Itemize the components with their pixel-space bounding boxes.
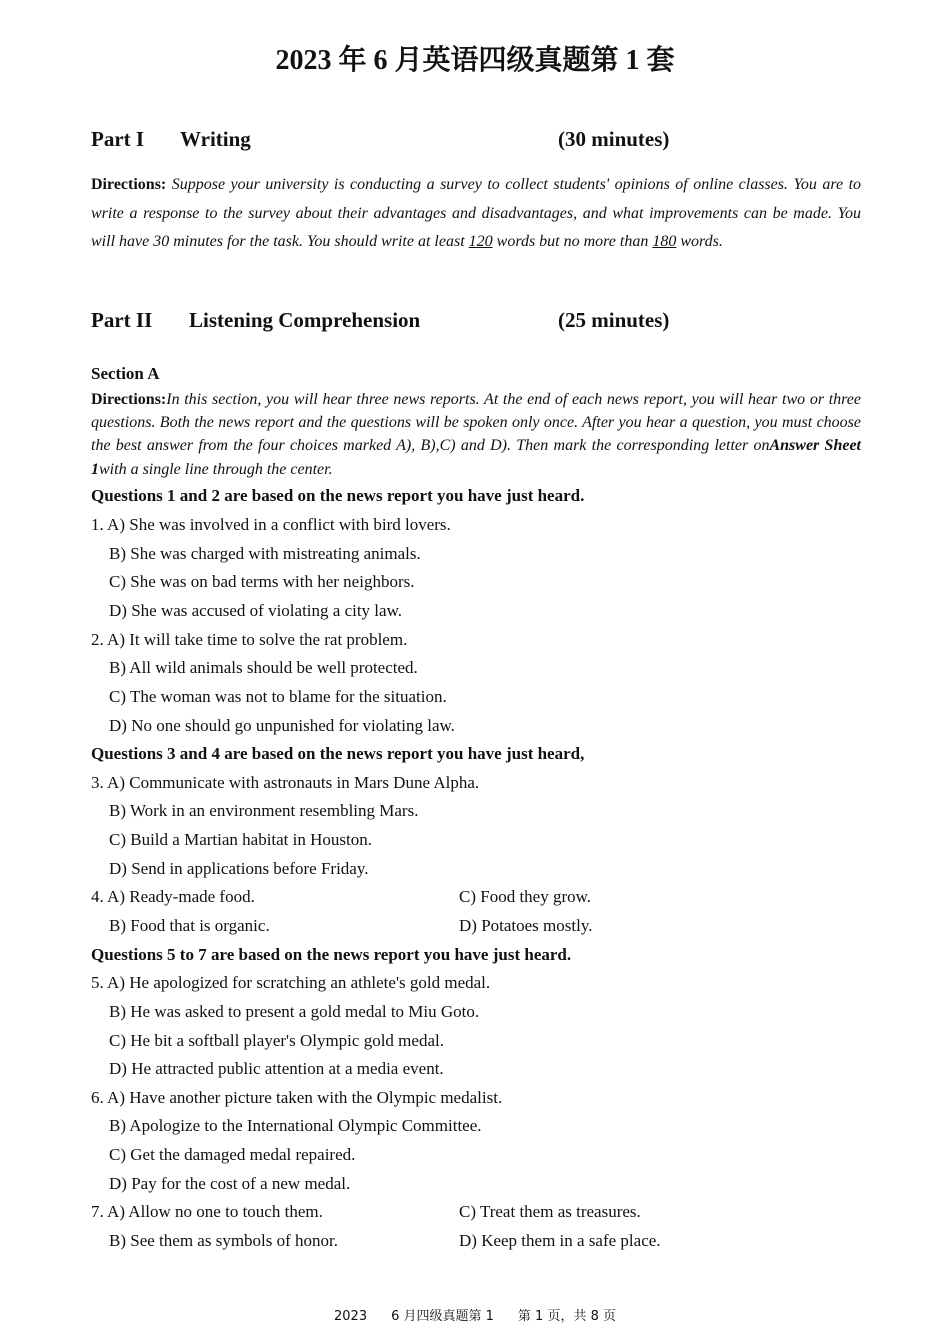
q7-option-b: B) See them as symbols of honor. <box>109 1231 339 1250</box>
q4-option-a: 4. A) Ready-made food. <box>91 887 255 906</box>
q1-option-b: B) She was charged with mistreating animals. <box>109 544 421 563</box>
q1-option-a: 1. A) She was involved in a conflict with bird lovers. <box>91 515 451 534</box>
part1-directions <box>91 171 861 257</box>
footer-doc-title: 6 月四级真题第 1 <box>391 1309 494 1324</box>
q2-option-c: C) The woman was not to blame for the situation. <box>109 687 447 706</box>
part2-time: (25 minutes) <box>558 308 670 332</box>
part2-directions-text-b: with a single line through the center. <box>99 460 333 478</box>
part1-time: (30 minutes) <box>558 127 670 151</box>
footer-page-number: 第 1 页，共 8 页 <box>517 1309 616 1324</box>
q5-option-c: C) He bit a softball player's Olympic gold medal. <box>109 1031 444 1050</box>
q4-option-d: D) Potatoes mostly. <box>459 916 593 935</box>
section-a-heading: Section A <box>91 364 160 383</box>
q6-option-c: C) Get the damaged medal repaired. <box>109 1145 356 1164</box>
q7-option-d: D) Keep them in a safe place. <box>459 1231 661 1250</box>
q1-option-d: D) She was accused of violating a city law. <box>109 601 403 620</box>
q3-option-b: B) Work in an environment resembling Mars. <box>109 801 419 820</box>
q5-option-b: B) He was asked to present a gold medal to Miu Goto. <box>109 1002 480 1021</box>
question-group-heading: Questions 3 and 4 are based on the news report you have just heard, <box>91 744 585 763</box>
part1-label: Part I <box>91 127 145 151</box>
q5-option-a: 5. A) He apologized for scratching an athlete's gold medal. <box>91 973 491 992</box>
q4-option-b: B) Food that is organic. <box>109 916 270 935</box>
part1-directions-text-a: Suppose your university is conducting a survey to collect students' opinions of online classes. You are to write a response to the survey about their advantages and disadvantages, and what improvements can be made. You will have 30 minutes for the task. You should write at least <box>91 176 862 251</box>
question-group-heading: Questions 1 and 2 are based on the news report you have just heard. <box>91 486 585 505</box>
part2-label: Part II <box>91 308 153 332</box>
max-words: 180 <box>652 233 677 251</box>
q6-option-a: 6. A) Have another picture taken with the Olympic medalist. <box>91 1088 503 1107</box>
part1-name: Writing <box>180 127 251 151</box>
q4-option-c: C) Food they grow. <box>459 887 592 906</box>
footer-year: 2023 <box>334 1309 368 1324</box>
q5-option-d: D) He attracted public attention at a media event. <box>109 1059 444 1078</box>
min-words: 120 <box>468 233 493 251</box>
q2-option-b: B) All wild animals should be well protected. <box>109 658 418 677</box>
answer-sheet-label: Answer Sheet 1 <box>91 437 861 478</box>
part2-directions <box>91 388 861 481</box>
question-group-heading: Questions 5 to 7 are based on the news report you have just heard. <box>91 945 572 964</box>
q7-option-a: 7. A) Allow no one to touch them. <box>91 1202 323 1221</box>
page-title: 2023 年 6 月英语四级真题第 1 套 <box>275 45 675 76</box>
q3-option-c: C) Build a Martian habitat in Houston. <box>109 830 372 849</box>
q3-option-a: 3. A) Communicate with astronauts in Mars Dune Alpha. <box>91 773 480 792</box>
part2-directions-label: Directions: <box>91 391 167 408</box>
q6-option-b: B) Apologize to the International Olympic Committee. <box>109 1116 482 1135</box>
page-footer <box>0 1305 950 1324</box>
part1-directions-text-c: words. <box>680 233 723 251</box>
q1-option-c: C) She was on bad terms with her neighbors. <box>109 572 415 591</box>
part2-name: Listening Comprehension <box>189 308 421 332</box>
q6-option-d: D) Pay for the cost of a new medal. <box>109 1174 351 1193</box>
q2-option-d: D) No one should go unpunished for violating law. <box>109 716 455 735</box>
q3-option-d: D) Send in applications before Friday. <box>109 859 369 878</box>
q2-option-a: 2. A) It will take time to solve the rat problem. <box>91 630 408 649</box>
part1-directions-label: Directions: <box>91 176 167 193</box>
part2-directions-text-a: In this section, you will hear three news reports. At the end of each news report, you will hear two or three questions. Both the news report and the questions will be spoken only once. After you hear a question, you must choose the best answer from the four choices marked A), B),C) and D). Then mark the corresponding letter on <box>91 391 861 455</box>
part1-directions-text-b: words but no more than <box>496 233 649 251</box>
q7-option-c: C) Treat them as treasures. <box>459 1202 641 1221</box>
